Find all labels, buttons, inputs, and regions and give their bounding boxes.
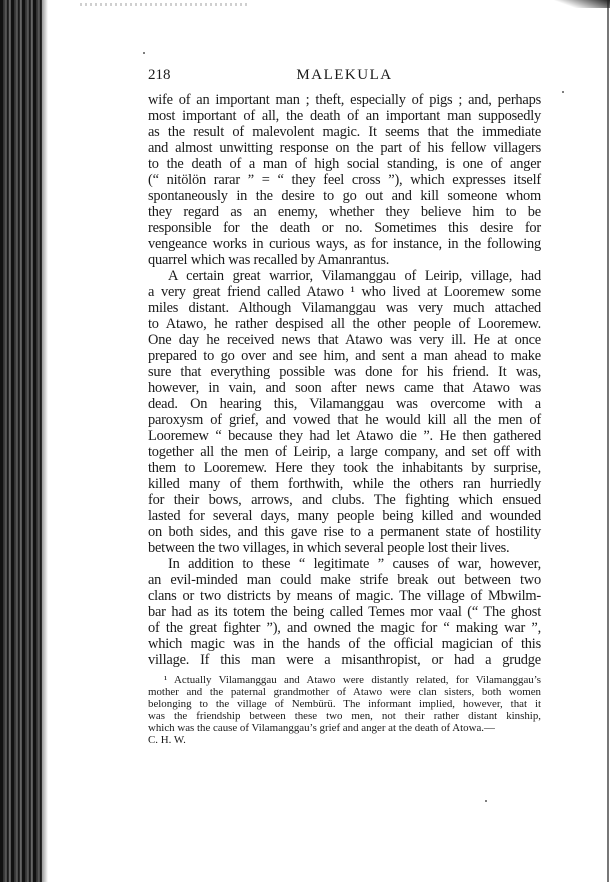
text-line: One day he received news that Atawo was very ill. He at once: [148, 332, 541, 348]
scan-speck: [143, 52, 145, 54]
text-line: them to Looremew. Here they took the inhabitants by surprise,: [148, 460, 541, 476]
footnote-line: belonging to the village of Nembürü. The informant implied, however, that it: [148, 698, 541, 710]
footnote-line: C. H. W.: [148, 734, 186, 746]
text-line: spontaneously in the desire to go out and kill someone whom: [148, 188, 541, 204]
text-line: of the great fighter ”), and owned the magic for “ making war ”,: [148, 620, 541, 636]
text-line: paroxysm of grief, and vowed that he would kill all the men of: [148, 412, 541, 428]
text-line: an evil-minded man could make strife break out between two: [148, 572, 541, 588]
text-line: most important of all, the death of an important man supposedly: [148, 108, 541, 124]
text-line: between the two villages, in which several people lost their lives.: [148, 540, 510, 556]
text-line: bar had as its totem the being called Temes mor vaal (“ The ghost: [148, 604, 541, 620]
text-line: lasted for several days, many people being killed and wounded: [148, 508, 541, 524]
text-line: prepared to go over and see him, and sent a man ahead to make: [148, 348, 541, 364]
text-line: they regard as an enemy, whether they believe him to be: [148, 204, 541, 220]
footnote-line: ¹ Actually Vilamanggau and Atawo were distantly related, for Vilamanggau’s: [164, 674, 541, 686]
body-text: [148, 92, 541, 668]
page-content: [148, 92, 541, 746]
paragraph: [148, 92, 541, 268]
text-line: village. If this man were a misanthropist, or had a grudge: [148, 652, 541, 668]
text-line: Looremew “ because they had let Atawo die ”. He then gathered: [148, 428, 541, 444]
text-line: miles distant. Although Vilamanggau was very much attached: [148, 300, 541, 316]
text-line: wife of an important man ; theft, especially of pigs ; and, perhaps: [148, 92, 541, 108]
footnote-line: mother and the paternal grandmother of Atawo were clan sisters, both women: [148, 686, 541, 698]
text-line: quarrel which was recalled by Amanrantus.: [148, 252, 390, 268]
text-line: clans or two districts by means of magic. The village of Mbwilm-: [148, 588, 541, 604]
corner-shadow: [550, 0, 610, 8]
text-line: responsible for the death or no. Sometimes this desire for: [148, 220, 541, 236]
book-binding-edge: [0, 0, 42, 882]
text-line: sure that everything possible was done for his friend. It was,: [148, 364, 541, 380]
text-line: for their bows, arrows, and clubs. The fighting which ensued: [148, 492, 541, 508]
text-line: dead. On hearing this, Vilamanggau was overcome with a: [148, 396, 541, 412]
scan-smudge: [80, 3, 250, 6]
text-line: a very great friend called Atawo ¹ who lived at Looremew some: [148, 284, 541, 300]
text-line: as the result of malevolent magic. It seems that the immediate: [148, 124, 541, 140]
text-line: vengeance works in curious ways, as for instance, in the following: [148, 236, 541, 252]
text-line: A certain great warrior, Vilamanggau of Leirip, village, had: [168, 268, 541, 284]
page-number: 218: [148, 67, 171, 83]
scan-speck: [562, 91, 564, 93]
scan-speck: [485, 800, 487, 802]
text-line: (“ nitölön rarar ” = “ they feel cross ”), which expresses itself: [148, 172, 541, 188]
paragraph: [148, 556, 541, 668]
text-line: and almost unwitting response on the part of his fellow villagers: [148, 140, 541, 156]
footnote-line: which was the cause of Vilamanggau’s grief and anger at the death of Atowa.—: [148, 722, 495, 734]
paragraph: [148, 268, 541, 556]
text-line: to Atawo, he rather despised all the other people of Looremew.: [148, 316, 541, 332]
text-line: together all the men of Leirip, a large company, and set off with: [148, 444, 541, 460]
footnote-line: was the friendship between these two men, not their rather distant kinship,: [148, 710, 541, 722]
text-line: killed many of them forthwith, while the others ran hurriedly: [148, 476, 541, 492]
text-line: on both sides, and this gave rise to a permanent state of hostility: [148, 524, 541, 540]
page-header: [148, 66, 541, 84]
running-title: MALEKULA: [296, 67, 393, 83]
text-line: In addition to these “ legitimate ” causes of war, however,: [168, 556, 541, 572]
page-right-edge: [607, 0, 609, 882]
text-line: to the death of a man of high social standing, is one of anger: [148, 156, 541, 172]
footnote: [148, 674, 541, 746]
text-line: which magic was in the hands of the official magician of this: [148, 636, 541, 652]
text-line: however, in vain, and soon after news came that Atawo was: [148, 380, 541, 396]
